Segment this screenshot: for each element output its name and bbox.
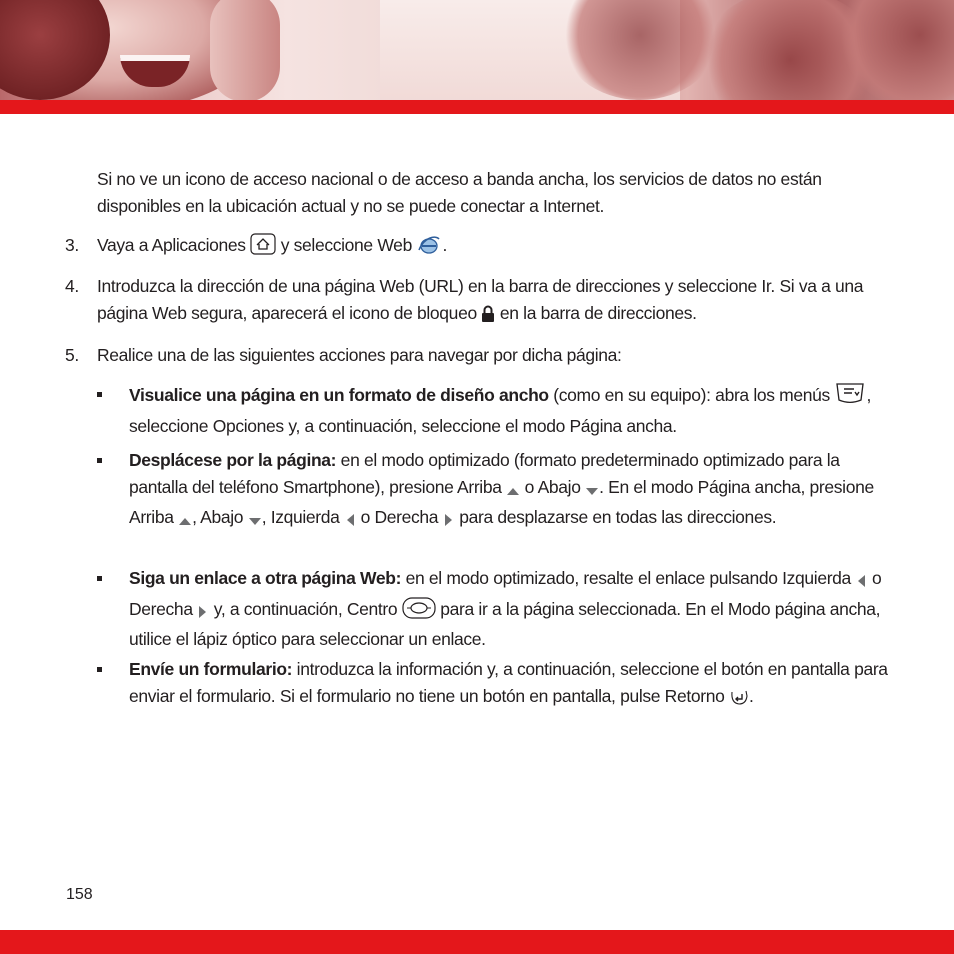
banner-hand-phone [210,0,280,102]
bullet-text: para ir a la página seleccionada. En el Modo página ancha, utilice el lápiz óptico para seleccionar un enlace. [129,598,881,649]
footer-red-bar [0,930,954,954]
bullet-text: , Abajo [192,507,248,527]
lock-icon [481,304,495,331]
up-arrow-icon [506,478,520,505]
step-number: 4. [65,276,79,296]
up-arrow-icon [178,508,192,535]
home-icon [250,233,276,263]
bullet-send-form [129,656,889,713]
bullet-scroll-page [129,447,889,535]
step-4-text [97,273,887,330]
menu-key-icon [834,381,866,413]
return-key-icon [729,687,749,714]
right-arrow-icon [443,508,455,535]
page-number: 158 [66,886,93,903]
bullet-heading: Siga un enlace a otra página Web: [129,568,402,588]
bullet-text: . [749,685,754,706]
step-5-text: Realice una de las siguientes acciones para navegar por dicha página: [97,345,622,365]
bullet-marker [97,667,102,672]
step-3-part: y seleccione Web [280,235,412,255]
bullet-text: o Derecha [129,568,882,619]
bullet-text: , Izquierda [261,507,345,527]
step-3-part: Vaya a Aplicaciones [97,235,246,255]
bullet-heading: Visualice una página en un formato de diseño ancho [129,385,549,405]
header-photo-banner [0,0,954,102]
bullet-text: en el modo optimizado, resalte el enlace pulsando Izquierda [401,568,856,588]
bullet-text: introduzca la información y, a continuación, seleccione el botón en pantalla para enviar el formulario. Si el formulario no tiene un botón en pantalla, pulse Retorno [129,659,888,706]
bullet-follow-link [129,565,889,653]
right-arrow-icon [197,600,209,627]
step-3-part: . [442,235,447,255]
step-4-part: en la barra de direcciones. [499,302,697,323]
header-red-bar [0,100,954,114]
bullet-marker [97,392,102,397]
left-arrow-icon [344,508,356,535]
bullet-wide-layout [129,381,889,439]
bullet-marker [97,458,102,463]
bullet-text: o Abajo [520,476,586,497]
bullet-heading: Envíe un formulario: [129,659,293,679]
bullet-text: (como en su equipo): abra los menús [548,385,835,405]
bullet-text: y, a continuación, Centro [209,598,402,619]
bullet-text: para desplazarse en todas las direcciones. [454,507,777,527]
intro-paragraph: Si no ve un icono de acceso nacional o de acceso a banda ancha, los servicios de datos no están disponibles en la ubicación actual y no se puede conectar a Internet. [97,169,822,216]
bullet-text: en el modo optimizado (formato predeterminado optimizado para la pantalla del teléfono Smartphone), presione Arriba [129,450,840,497]
step-number: 3. [65,235,79,255]
bullet-text: o Derecha [356,507,443,527]
down-arrow-icon [585,478,599,505]
bullet-heading: Desplácese por la página: [129,450,337,470]
left-arrow-icon [855,569,867,596]
down-arrow-icon [248,508,262,535]
bullet-text: , seleccione Opciones y, a continuación, seleccione el modo Página ancha. [129,385,871,436]
web-browser-icon [416,233,442,263]
step-3-text [97,232,887,263]
step-4-part: Introduzca la dirección de una página Web (URL) en la barra de direcciones y seleccione Ir. Si va a una página Web segura, aparecerá el icono de bloqueo [97,276,864,323]
bullet-text: . En el modo Página ancha, presione Arriba [129,476,874,527]
step-number: 5. [65,345,79,365]
center-key-icon [402,597,436,627]
bullet-marker [97,576,102,581]
